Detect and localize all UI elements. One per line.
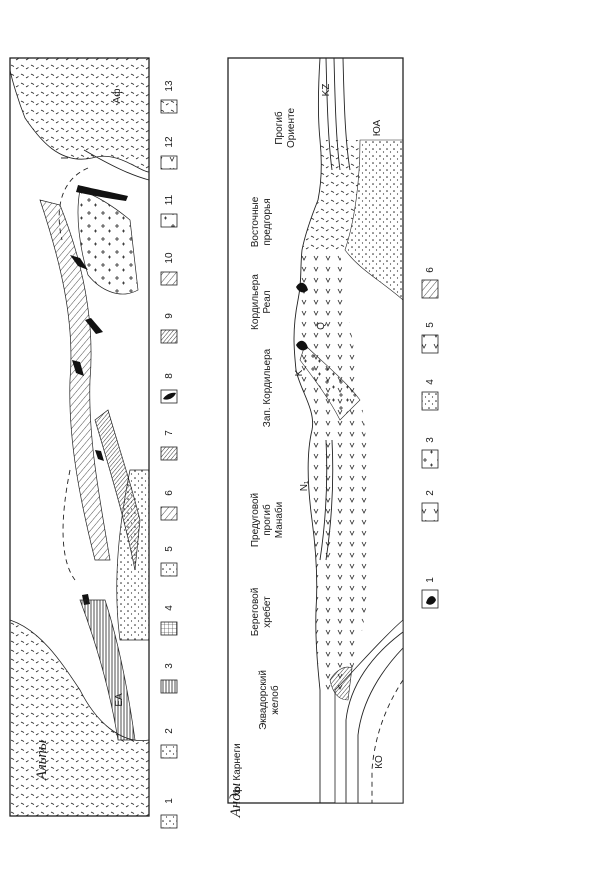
andes-label-cordillera-real [250,274,273,330]
andes-label-western-cordillera: Зап. Кордильера [262,348,273,428]
andes-label-manabi-forearc-2: прогиб [262,504,273,536]
alps-legend-swatch-8-lens [163,393,176,400]
andes-label-manabi-forearc-3: Манаби [274,501,285,539]
alps-legend-label-12: 12 [164,136,175,148]
andes-title: Анды [228,783,244,818]
alps-title: Альпы [34,739,50,781]
andes-n1-label: N₁ [299,480,310,492]
alps-legend-label-8: 8 [164,373,175,379]
andes-legend-label-5: 5 [425,322,436,328]
alps-legend-label-9: 9 [164,313,175,319]
andes-label-manabi-forearc [250,493,285,547]
andes-legend-swatch-6 [422,280,438,298]
alps-africa-block [10,58,149,172]
andes-label-oriente-basin-1: Прогиб [274,111,285,145]
alps-legend-swatch-6 [161,507,177,520]
alps-legend-label-10: 10 [164,252,175,264]
andes-label-coastal-range [250,588,273,637]
andes-legend [422,267,438,608]
andes-legend-label-3: 3 [425,437,436,443]
andes-label-ecuador-trench [258,670,281,730]
andes-legend-label-4: 4 [425,379,436,385]
alps-legend-label-4: 4 [164,605,175,611]
alps-europe-label: ЕА [114,693,125,707]
alps-legend-swatch-11 [161,214,177,227]
andes-label-carnegie: хр. Карнеги [232,743,243,797]
alps-legend-swatch-12 [161,156,177,169]
andes-label-manabi-forearc-1: Предуговой [250,492,261,548]
andes-legend-label-6: 6 [425,267,436,273]
alps-legend-label-5: 5 [164,546,175,552]
andes-legend-label-2: 2 [425,490,436,496]
alps-line-marker: I [60,156,71,160]
alps-ophiolite-5 [95,450,104,461]
andes-label-cordillera-real-1: Кордильера [250,274,261,330]
andes-k-label: K [294,369,305,377]
andes-legend-swatch-1-volcano [426,596,436,605]
andes-label-cordillera-real-2: Реал [262,290,273,314]
andes-label-coastal-range-1: Береговой [250,587,261,637]
alps-legend-label-11: 11 [164,194,175,206]
andes-south-america-label: ЮА [372,119,383,137]
alps-legend-label-6: 6 [164,490,175,496]
andes-cocos-plate-label: КО [374,755,385,769]
alps-legend-label-3: 3 [164,663,175,669]
andes-legend-swatch-3 [422,450,438,468]
alps-legend-label-1: 1 [164,798,175,804]
andes-label-oriente-basin-2: Ориенте [286,107,297,149]
andes-legend-swatch-4 [422,392,438,410]
alps-legend-swatch-9 [161,330,177,343]
andes-label-ecuador-trench-2: желоб [270,685,281,715]
alps-crystalline-zone [78,190,138,294]
alps-legend-swatch-2 [161,745,177,758]
alps-legend-swatch-13 [161,100,177,113]
andes-label-oriente-basin [273,108,297,148]
alps-legend-swatch-3 [161,680,177,693]
andes-label-eastern-foothills-2: предгорья [262,198,273,246]
alps-panel [10,58,149,816]
alps-legend-swatch-5 [161,563,177,576]
alps-legend-label-2: 2 [164,728,175,734]
alps-legend-label-7: 7 [164,430,175,436]
andes-legend-swatch-5 [422,335,438,353]
andes-kz-label: KZ [321,83,332,97]
andes-label-ecuador-trench-1: Эквадорский [258,670,269,730]
andes-legend-swatch-2 [422,503,438,521]
andes-q-label: Q [316,322,327,330]
andes-label-coastal-range-2: хребет [262,596,273,628]
alps-legend-swatch-4 [161,622,177,635]
andes-legend-label-1: 1 [425,577,436,583]
alps-legend [161,80,177,828]
alps-legend-swatch-10 [161,272,177,285]
andes-label-eastern-foothills-1: Восточные [250,196,261,248]
andes-panel [228,58,403,818]
alps-africa-label: Аф [112,88,123,104]
alps-legend-label-13: 13 [164,80,175,92]
alps-legend-swatch-7 [161,447,177,460]
andes-label-eastern-foothills [250,196,273,247]
alps-dashed-boundary-2 [63,470,75,580]
alps-legend-swatch-1 [161,815,177,828]
